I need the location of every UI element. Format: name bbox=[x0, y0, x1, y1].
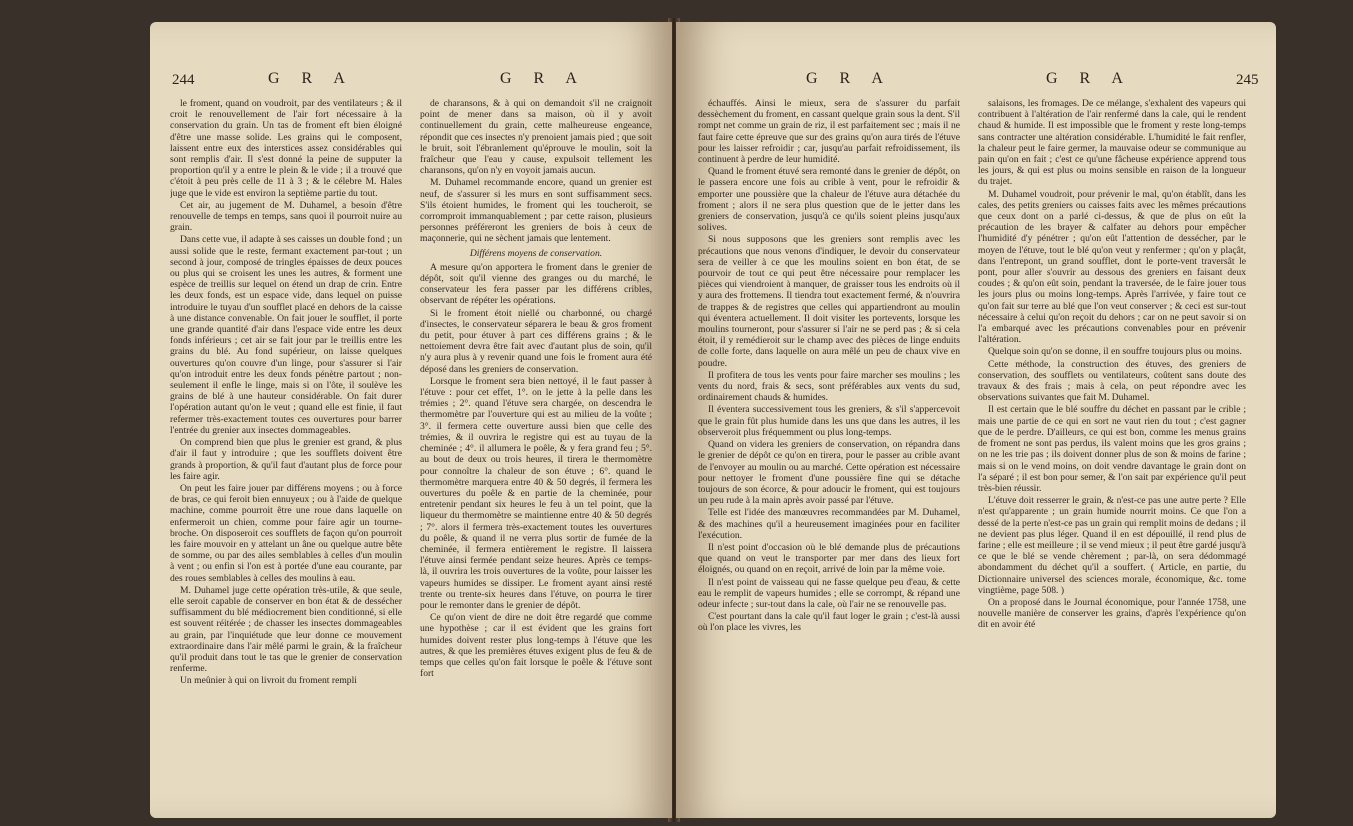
paragraph: Telle est l'idée des manœuvres recommandées par M. Duhamel, & des machines qu'il a heureusement imaginées pour en faciliter l'exécution. bbox=[698, 507, 960, 541]
paragraph: Quelque soin qu'on se donne, il en souffre toujours plus ou moins. bbox=[988, 346, 1242, 358]
paragraph: Si nous supposons que les greniers sont remplis avec les précautions que nous venons d'indiquer, le devoir du conservateur sera de veiller à ce que les moulins soient en bon état, de se pourvoir de tout ce qui peut être nécessaire pour remplacer les pièces qui viendroient à manquer, de graisser tous les endroits où il y aura des frottemens. Il tiendra tout exactement fermé, & n'ouvrira de trappes & de registres que celles qui appartiendront au moulin qui éventera actuellement. Il doit visiter les portevents, lorsque les moulins tourneront, pour s'assurer si l'air ne se perd pas ; & si cela étoit, il y remédieroit sur le champ avec des pièces de linge enduits de colle forte, dans laquelle on aura mêlé un peu de chaux vive en poudre. bbox=[698, 234, 960, 369]
paragraph: Un meûnier à qui on livroit du froment rempli bbox=[180, 675, 357, 687]
paragraph: On a proposé dans le Journal économique, pour l'année 1758, une nouvelle manière de conserver les grains, d'après l'expérience qu'on dit en avoir été bbox=[978, 596, 1246, 631]
left-column-2 bbox=[420, 98, 652, 808]
right-column-2 bbox=[978, 98, 1246, 808]
paragraph: échauffés. Ainsi le mieux, sera de s'assurer du parfait dessèchement du froment, en cassant quelque grain sous la dent. S'il rompt net comme un grain de riz, il est parfaitement sec ; mais il ne faut faire cette épreuve que sur des grains qu'on aura tirés de l'étuve pour les laisser refroidir ; car, jusqu'au parfait refroidissement, ils continuent à perdre de leur humidité. bbox=[698, 98, 960, 166]
paragraph: Quand on videra les greniers de conservation, on répandra dans le grenier de dépôt ce qu'on en tirera, pour le passer au crible avant de l'envoyer au moulin ou au marché. Cette opération est nécessaire pour nettoyer le froment d'une poussière fine qui se détache toujours de son écorce, & pour adoucir le froment, qui est toujours un peu rude à la main après avoir passé par l'étuve. bbox=[698, 439, 960, 507]
right-running-head-2: G R A bbox=[1046, 70, 1132, 87]
paragraph: On peut les faire jouer par différens moyens ; ou à force de bras, ce qui feroit bien ennuyeux ; ou à l'aide de quelque machine, comme pourroit être une roue dans laquelle on enfermeroit un chien, comme pour faire agir un tourne-broche. On disposeroit ces soufflets de façon qu'on pourroit les faire mouvoir en y attelant un âne ou quelque autre bête de somme, ou par des ailes semblables à celles d'un moulin à vent ; ou enfin si l'on est à portée d'une eau courante, par des roues semblables à celles des moulins à eau. bbox=[170, 482, 402, 584]
paragraph: le froment, quand on voudroit, par des ventilateurs ; & il croit le renouvellement de l'air fort nécessaire à la conservation du grain. Un tas de froment eft bien éloigné d'être une masse solide. Les grains qui le composent, laissent entre eux des interstices assez considérables qui sont remplis d'air. Il s'est donné la peine de supputer la proportion qu'il y a entre le plein & le vide ; il a trouvé que c'étoit à peu près celle de 11 à 3 ; & le célebre M. Hales juge que le vide est environ la septième partie du tout. bbox=[170, 98, 402, 199]
paragraph: A mesure qu'on apportera le froment dans le grenier de dépôt, soit qu'il vienne des granges ou du marché, le conservateur les fera passer par les différens cribles, observant de répéter les opérations. bbox=[420, 261, 652, 307]
paragraph: On comprend bien que plus le grenier est grand, & plus d'air il faut y introduire ; que les soufflets doivent être grands à proportion, & qu'il faut d'autant plus de force pour les faire agir. bbox=[170, 437, 402, 482]
paragraph: Cette méthode, la construction des étuves, des greniers de conservation, des soufflets ou ventilateurs, coûtent sans doute des travaux & des frais ; mais à cela, on peut répondre avec les observations suivantes que fait M. Duhamel. bbox=[978, 358, 1246, 404]
right-page-number: 245 bbox=[1236, 72, 1259, 88]
right-column-1 bbox=[698, 98, 960, 808]
left-column-1 bbox=[170, 98, 402, 808]
paragraph: Il n'est point de vaisseau qui ne fasse quelque peu d'eau, & cette eau le remplit de vapeurs humides ; elle se corrompt, & répand une odeur infecte ; sur-tout dans la cale, où l'air ne se renouvelle pas. bbox=[698, 576, 960, 610]
paragraph: L'étuve doit resserrer le grain, & n'est-ce pas une autre perte ? Elle n'est qu'apparente ; un grain humide nourrit moins. Ce que l'on a dessé de la perte n'est-ce pas un grain qui remplit moins de dedans ; il ne devient pas plus léger. Quand il en est dépouillé, il rend plus de farine ; elle est meilleure ; il se vend mieux ; il peut être gardé jusqu'à ce que le blé se vende chèrement ; par-là, on sera dédommagé abondamment du déchet qu'il a souffert. ( Article, en partie, du Dictionnaire universel des sciences morale, économique, &c. tome vingtième, page 508. ) bbox=[978, 495, 1246, 596]
paragraph: Il éventera successivement tous les greniers, & s'il s'appercevoit que le grain fût plus humide dans les uns que dans les autres, il les observeroit plus fréquemment ou plus long-temps. bbox=[698, 404, 960, 438]
paragraph: salaisons, les fromages. De ce mélange, s'exhalent des vapeurs qui contribuent à l'altération de l'air renfermé dans la cale, qui le rendent chaud & humide. Il est impossible que le froment y reste long-temps sans contracter une altération considérable. L'humidité le fait renfler, la chaleur peut le faire germer, la mauvaise odeur se communique au pain qu'on en fait ; c'est ce qu'une fâcheuse expérience apprend tous les jours, & qui est plus ou moins sensible en raison de la longueur du trajet. bbox=[978, 98, 1246, 188]
paragraph: C'est pourtant dans la cale qu'il faut loger le grain ; c'est-là aussi où l'on place les vivres, les bbox=[698, 611, 960, 634]
paragraph: Dans cette vue, il adapte à ses caisses un double fond ; un aussi solide que le reste, fermant exactement par-tout ; un second à jour, composé de tringles épaisses de deux pouces ou plus qui se croisent les unes les autres, & forment une espèce de treillis sur lequel on étend un drap de crin. Entre les deux fonds, est un espace vide, dans lequel on puisse introduire le tuyau d'un soufflet placé en dehors de la caisse à une distance convenable. On fait jouer le soufflet, il porte une grande quantité d'air dans l'espace vide entre les deux fonds inférieurs ; cet air se fait jour par le treillis entre les grains du blé. Au fond supérieur, on laisse quelques ouvertures qu'on couvre d'un linge, pour s'assurer si l'air qu'on introduit entre les deux fonds pénètre partout ; non-seulement il enfle le linge, mais si on l'ôte, il soulève les grains de blé à une hauteur considérable. On fait durer l'opération autant qu'on le veut ; quand elle est finie, il faut refermer très-exactement toutes ces ouvertures pour barrer l'entrée du grenier aux insectes dommageables. bbox=[170, 234, 402, 436]
paragraph: Il profitera de tous les vents pour faire marcher ses moulins ; les vents du nord, frais & secs, sont préférables aux vents du sud, ordinairement chauds & humides. bbox=[698, 369, 960, 404]
paragraph: M. Duhamel juge cette opération très-utile, & que seule, elle seroit capable de conserver en bon état & de dessécher suffisamment du blé médiocrement bien conditionné, si elle est souvent réitérée ; de chasser les insectes dommageables au grain, par l'inquiétude que leur donne ce mouvement extraordinaire dans l'air mêlé parmi le grain, & la fraîcheur qu'il produit dans tout le tas que le grenier de conservation renferme. bbox=[170, 584, 402, 675]
paragraph: Lorsque le froment sera bien nettoyé, il le faut passer à l'étuve : pour cet effet, 1°. on le jette à la pelle dans les trémies ; 2°. quand l'étuve sera chargée, on descendra le thermomètre par l'ouverture qui est au milieu de la voûte ; 3°. il fermera cette ouverture aussi bien que celle des trémies, & il ouvrira le registre qui est au tuyau de la cheminée ; 4°. il allumera le poêle, & y fera grand feu ; 5°. au bout de deux ou trois heures, il tirera le thermomètre pour connoître la chaleur de son étuve ; 6°. quand le thermomètre marquera entre 40 & 50 degrés, il fermera les ouvertures du poêle & en partie de la cheminée, pour entretenir pendant six heures le feu à un tel point, que la liqueur du thermomètre se maintienne entre 40 & 50 degrés ; 7°. alors il fermera très-exactement toutes les ouvertures du poêle, & quand il ne verra plus sortir de fumée de la cheminée, il fermera entièrement le registre. Il laissera l'étuve ainsi fermée pendant seize heures. Après ce temps-là, il ouvrira les trois ouvertures de la voûte, pour laisser les vapeurs humides se dissiper. Le froment ayant ainsi resté trente ou trente-six heures dans l'étuve, on pourra le tirer pour le remonter dans le grenier de dépôt. bbox=[420, 375, 652, 611]
left-page-header bbox=[150, 70, 672, 98]
paragraph: Quand le froment étuvé sera remonté dans le grenier de dépôt, on le passera encore une fois au crible à vent, pour le refroidir & emporter une poussière que la chaleur de l'étuve aura détachée du froment ; alors il ne sera plus question que de le jetter dans les greniers de conservation, jusqu'à ce qu'ils soient pleins jusqu'aux solives. bbox=[698, 166, 960, 234]
paragraph: Cet air, au jugement de M. Duhamel, a besoin d'être renouvelle de temps en temps, sans quoi il pourroit nuire au grain. bbox=[170, 199, 402, 234]
left-running-head: G R A bbox=[268, 70, 354, 87]
section-subheading: Différens moyens de conservation. bbox=[469, 247, 603, 259]
paragraph: Il n'est point d'occasion où le blé demande plus de précautions que quand on veut le transporter par mer dans des lieux fort éloignés, ou quand on en reçoit, arrivé de loin par la même voie. bbox=[698, 541, 960, 576]
paragraph: Il est certain que le blé souffre du déchet en passant par le crible ; mais une partie de ce qui en sort ne vaut rien du tout ; c'est gagner que de le perdre. D'ailleurs, ce qui est bon, comme les menus grains de froment ne sont pas perdus, ils valent moins que les gros grains ; on ne les trie pas ; ils doivent donner plus de son & moins de farine ; mais si on le vend moins, on doit vendre davantage le grain dont on l'a séparé ; il est bon pour semer, & l'on sait par expérience qu'il peut très-bien réussir. bbox=[978, 404, 1246, 494]
left-running-head-2: G R A bbox=[500, 70, 586, 87]
left-page bbox=[150, 22, 672, 818]
paragraph: de charansons, & à qui on demandoit s'il ne craignoit point de mener dans sa maison, où il y avoit continuellement du grain, cette malheureuse engeance, répondit que ces insectes n'y prenoient jamais pied ; que soit le bruit, soit l'ébranlement qu'éprouve le moulin, soit la fraîcheur que l'eau y cause, expulsoit tellement les charansons, qu'on n'y en voyoit jamais aucun. bbox=[420, 98, 652, 177]
paragraph: Ce qu'on vient de dire ne doit être regardé que comme une hypothèse ; car il est évident que les grains fort humides doivent rester plus long-temps à l'étuve que les autres, & que les premières étuves exigent plus de feu & de temps que celles qu'on fait lorsque le poêle & l'étuve sont fort bbox=[420, 612, 652, 680]
right-running-head: G R A bbox=[806, 70, 892, 87]
right-page bbox=[676, 22, 1276, 818]
left-page-number: 244 bbox=[172, 72, 195, 88]
paragraph: M. Duhamel voudroit, pour prévenir le mal, qu'on établît, dans les cales, des petits greniers ou caisses faits avec les mêmes précautions que ceux dont on a parlé ci-dessus, & que de plus on eût la précaution de les brayer & calfater au dehors pour empêcher l'humidité d'y pénétrer ; qu'on eût l'attention de dessécher, par le moyen de l'étuve, tout le blé qu'on veut y renfermer ; qu'on y plaçât, dans l'entrepont, un grand soufflet, dont le porte-vent traversât le pont, pour aller s'ouvrir au dessous des greniers en faisant deux coudes ; & qu'on eût soin, pendant la traversée, de le faire jouer tous les jours plus ou moins long-temps. Après l'arrivée, y faire tout ce qu'on fait sur terre au blé que l'on veut conserver ; & ceci est sur-tout nécessaire à celui qu'on reçoit du dehors ; car on ne peut savoir si on l'a embarqué avec les précautions convenables pour en prévenir l'altération. bbox=[978, 188, 1246, 346]
right-page-header bbox=[676, 70, 1276, 98]
paragraph: M. Duhamel recommande encore, quand un grenier est neuf, de s'assurer si les murs en sont suffisamment secs. S'ils étoient humides, le froment qui les toucheroit, se corromproit immanquablement ; par cette raison, plusieurs personnes préféreront les greniers de bois à ceux de maçonnerie, qui ne sèchent jamais que lentement. bbox=[420, 177, 652, 245]
paragraph: Si le froment étoit niellé ou charbonné, ou chargé d'insectes, le conservateur séparera le beau & gros froment du petit, pour étuver à part ces différens grains ; & le nettoiement devra être fait avec d'autant plus de soin, qu'il n'y aura plus à y revenir quand une fois le froment aura été déposé dans les greniers de conservation. bbox=[420, 307, 652, 375]
